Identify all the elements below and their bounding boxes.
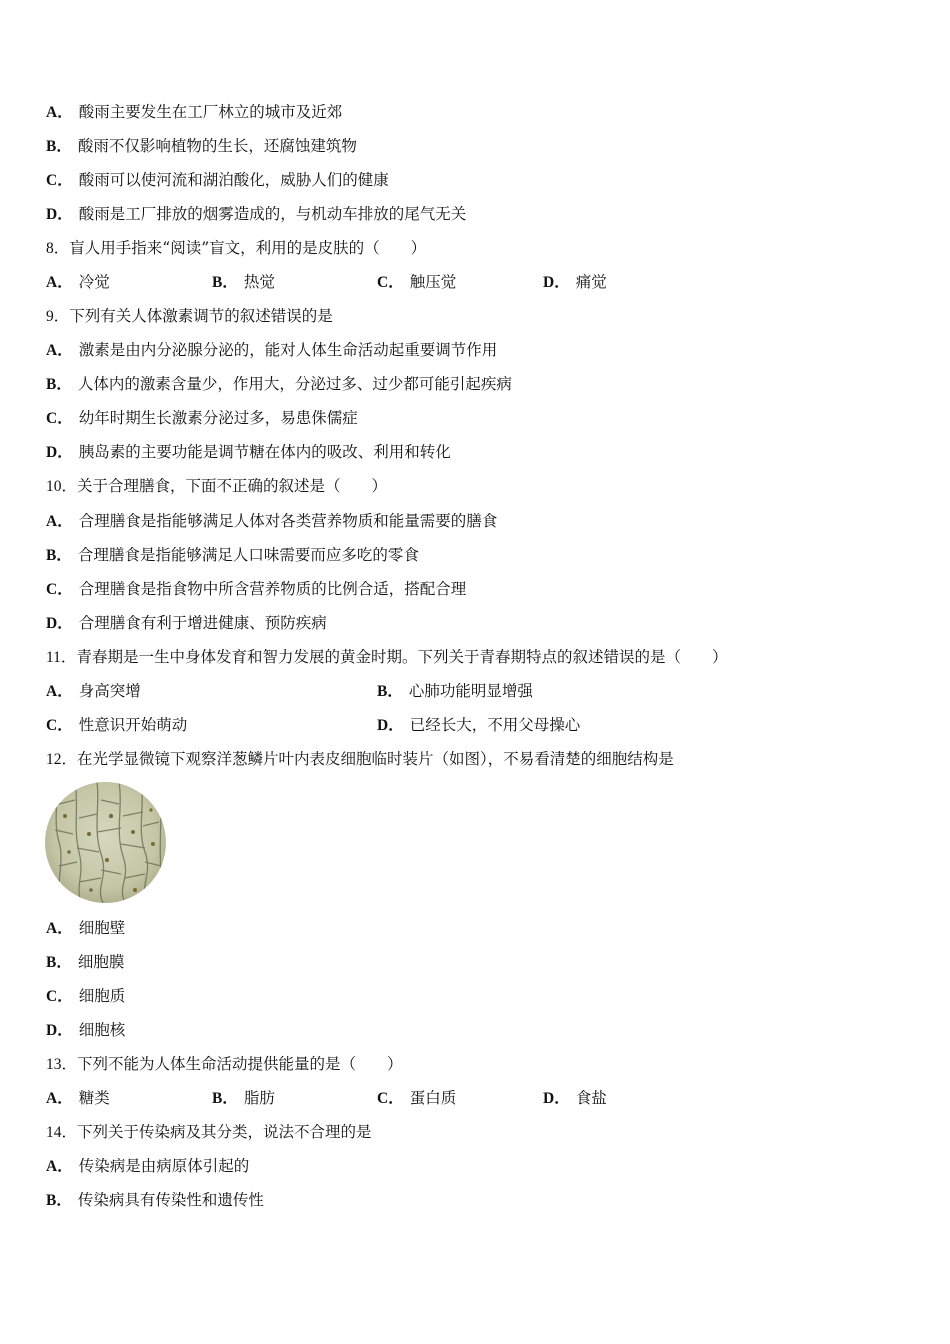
q7-option-b: B． 酸雨不仅影响植物的生长，还腐蚀建筑物 <box>46 137 357 155</box>
q9-option-d: D． 胰岛素的主要功能是调节糖在体内的吸改、利用和转化 <box>46 443 451 461</box>
q11-option-c: C． 性意识开始萌动 <box>46 716 188 734</box>
q12-option-b: B． 细胞膜 <box>46 953 125 971</box>
q8-option-c: C． 触压觉 <box>377 273 457 291</box>
q9-option-a: A． 激素是由内分泌腺分泌的，能对人体生命活动起重要调节作用 <box>46 341 498 359</box>
q13-option-c: C． 蛋白质 <box>377 1089 457 1107</box>
q12-option-d: D． 细胞核 <box>46 1021 126 1039</box>
q11-stem: 11．青春期是一生中身体发育和智力发展的黄金时期。下列关于青春期特点的叙述错误的是（ ） <box>46 648 728 666</box>
q12-option-a: A． 细胞壁 <box>46 919 126 937</box>
q7-option-c: C． 酸雨可以使河流和湖泊酸化，威胁人们的健康 <box>46 171 389 189</box>
q14-stem: 14．下列关于传染病及其分类，说法不合理的是 <box>46 1123 372 1141</box>
q10-option-c: C． 合理膳食是指食物中所含营养物质的比例合适，搭配合理 <box>46 580 467 598</box>
q10-option-d: D． 合理膳食有利于增进健康、预防疾病 <box>46 614 327 632</box>
q11-option-d: D． 已经长大，不用父母操心 <box>377 716 581 734</box>
q13-option-a: A． 糖类 <box>46 1089 110 1107</box>
q9-stem: 9．下列有关人体激素调节的叙述错误的是 <box>46 307 333 325</box>
q10-option-b: B． 合理膳食是指能够满足人口味需要而应多吃的零食 <box>46 546 419 564</box>
onion-epidermis-micrograph <box>45 782 166 903</box>
q7-option-d: D． 酸雨是工厂排放的烟雾造成的，与机动车排放的尾气无关 <box>46 205 467 223</box>
q13-option-b: B． 脂肪 <box>212 1089 275 1107</box>
q12-option-c: C． 细胞质 <box>46 987 126 1005</box>
q8-stem: 8．盲人用手指来“阅读”盲文，利用的是皮肤的（ ） <box>46 239 427 257</box>
micrograph-svg <box>45 782 166 903</box>
q11-option-a: A． 身高突增 <box>46 682 141 700</box>
q7-option-a: A． 酸雨主要发生在工厂林立的城市及近郊 <box>46 103 343 121</box>
q13-stem: 13．下列不能为人体生命活动提供能量的是（ ） <box>46 1055 403 1073</box>
q14-option-a: A． 传染病是由病原体引起的 <box>46 1157 250 1175</box>
q13-option-d: D． 食盐 <box>543 1089 607 1107</box>
q8-option-b: B． 热觉 <box>212 273 275 291</box>
q12-stem: 12．在光学显微镜下观察洋葱鳞片叶内表皮细胞临时装片（如图），不易看清楚的细胞结构是 <box>46 750 674 768</box>
q10-stem: 10．关于合理膳食，下面不正确的叙述是（ ） <box>46 477 388 495</box>
q11-option-b: B． 心肺功能明显增强 <box>377 682 533 700</box>
q8-option-a: A． 冷觉 <box>46 273 110 291</box>
q9-option-b: B． 人体内的激素含量少，作用大，分泌过多、过少都可能引起疾病 <box>46 375 512 393</box>
q9-option-c: C． 幼年时期生长激素分泌过多，易患侏儒症 <box>46 409 358 427</box>
q10-option-a: A． 合理膳食是指能够满足人体对各类营养物质和能量需要的膳食 <box>46 512 498 530</box>
q14-option-b: B． 传染病具有传染性和遗传性 <box>46 1191 264 1209</box>
q8-option-d: D． 痛觉 <box>543 273 607 291</box>
